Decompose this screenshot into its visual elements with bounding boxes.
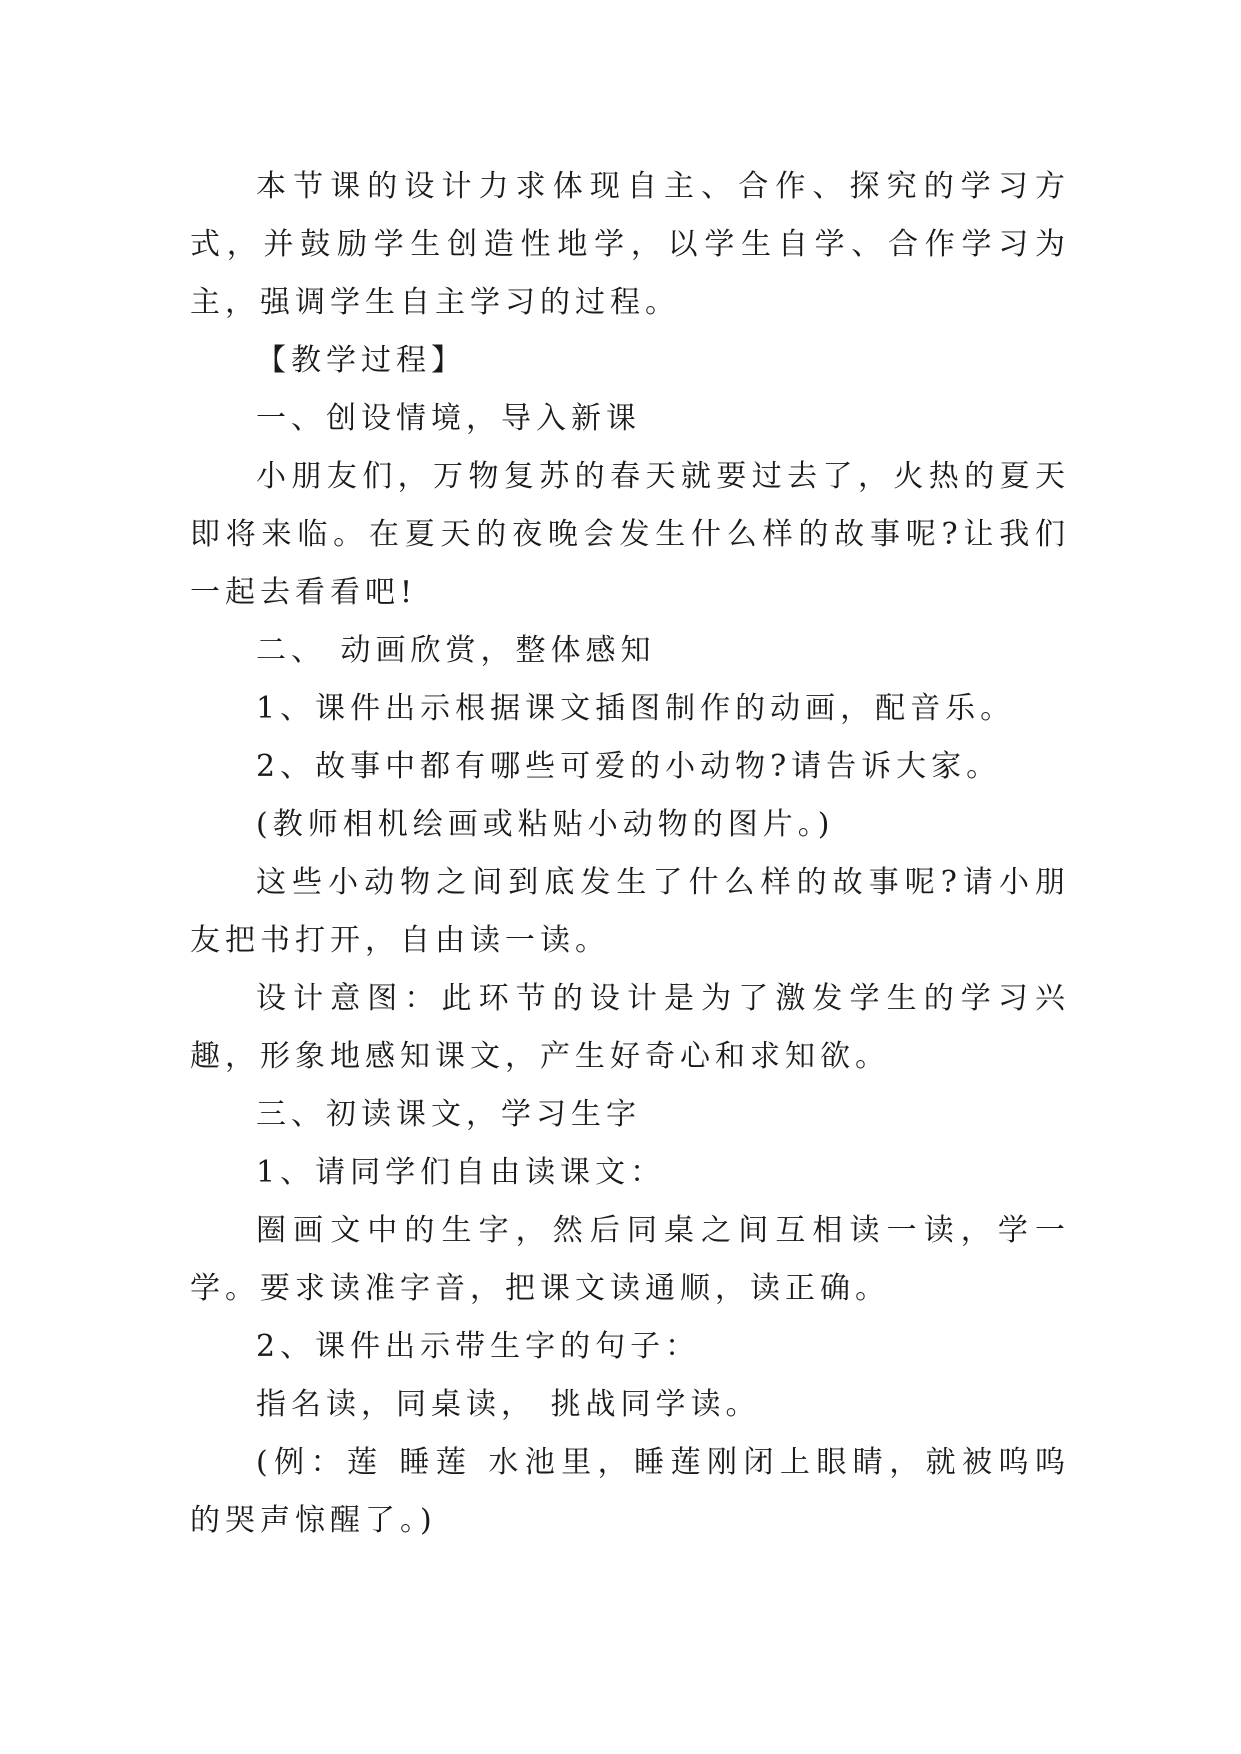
paragraph-design-intent: 本节课的设计力求体现自主、合作、探究的学习方式，并鼓励学生创造性地学，以学生自学、合作学习为主，强调学生自主学习的过程。 — [190, 169, 1070, 320]
paragraph-question: 这些小动物之间到底发生了什么样的故事呢?请小朋友把书打开，自由读一读。 — [190, 865, 1070, 958]
paragraph-step-2: 2、故事中都有哪些可爱的小动物?请告诉大家。 — [256, 749, 1002, 784]
paragraph-design-note: 设计意图：此环节的设计是为了激发学生的学习兴趣，形象地感知课文，产生好奇心和求知欲。 — [190, 981, 1070, 1074]
paragraph-step-1: 1、课件出示根据课文插图制作的动画，配音乐。 — [256, 691, 1016, 726]
document-body — [190, 158, 1070, 1550]
paragraph-read-methods: 指名读，同桌读， 挑战同学读。 — [256, 1387, 761, 1422]
section-heading-2: 二、 动画欣赏，整体感知 — [256, 633, 656, 668]
section-heading-1: 一、创设情境，导入新课 — [256, 401, 641, 436]
section-heading-3: 三、初读课文，学习生字 — [256, 1097, 641, 1132]
paragraph-teacher-note: (教师相机绘画或粘贴小动物的图片。) — [256, 807, 835, 842]
section-heading-teaching-process: 【教学过程】 — [256, 343, 466, 378]
paragraph-read-step-1: 1、请同学们自由读课文： — [256, 1155, 666, 1190]
paragraph-read-step-2: 2、课件出示带生字的句子： — [256, 1329, 701, 1364]
paragraph-read-instructions: 圈画文中的生字，然后同桌之间互相读一读，学一学。要求读准字音，把课文读通顺，读正确。 — [190, 1213, 1070, 1306]
paragraph-intro: 小朋友们，万物复苏的春天就要过去了，火热的夏天即将来临。在夏天的夜晚会发生什么样的故事呢?让我们一起去看看吧! — [190, 459, 1070, 610]
paragraph-example: (例：莲 睡莲 水池里，睡莲刚闭上眼睛，就被呜呜的哭声惊醒了。) — [190, 1445, 1070, 1538]
